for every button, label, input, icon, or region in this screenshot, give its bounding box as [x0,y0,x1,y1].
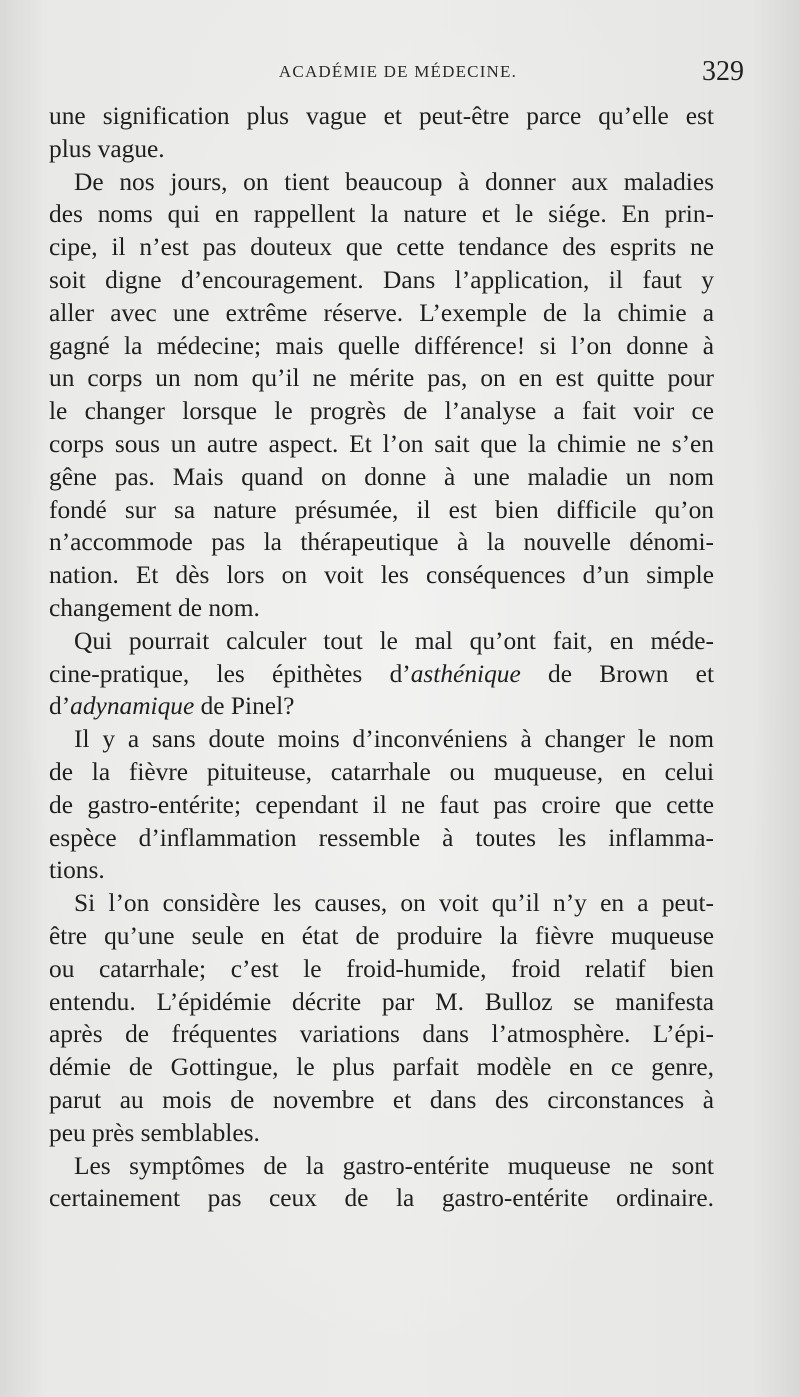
text-line: plus vague. [49,134,165,163]
text-line: Les symptômes de la gastro-entérite muqueuse ne sont [74,1151,714,1180]
text-line: une signification plus vague et peut-être parce qu’elle est [49,102,714,130]
text-line: Si l’on considère les causes, on voit qu’il n’y en a peut- [74,889,714,918]
italic-term: asthénique [410,659,521,688]
text-line: parut au mois de novembre et dans des circonstances à [49,1085,714,1114]
running-head: ACADÉMIE DE MÉDECINE. [278,62,518,81]
text-line: aller avec une extrême réserve. L’exemple de la chimie a [49,298,714,327]
text-segment: de Pinel? [194,692,295,721]
text-line: n’accommode pas la thérapeutique à la nouvelle dénomi- [49,528,714,557]
text-line: certainement pas ceux de la gastro-entérite ordinaire. [49,1184,714,1213]
text-line: entendu. L’épidémie décrite par M. Bulloz se manifesta [49,987,714,1016]
text-segment: de Brown et [520,659,714,688]
text-line: démie de Gottingue, le plus parfait modèle en ce genre, [49,1053,714,1082]
text-segment: cine-pratique, les épithètes d’ [49,659,411,688]
text-line [49,690,714,723]
text-segment: d’ [49,692,71,721]
text-line: être qu’une seule en état de produire la fièvre muqueuse [49,921,714,950]
text-line: nation. Et dès lors on voit les conséquences d’un simple [49,561,714,590]
text-line: ou catarrhale; c’est le froid-humide, froid relatif bien [49,954,714,983]
text-line: cipe, il n’est pas douteux que cette tendance des esprits ne [49,233,714,262]
text-line: De nos jours, on tient beaucoup à donner aux maladies [74,167,714,196]
text-line: un corps un nom qu’il ne mérite pas, on en est quitte pour [49,364,714,393]
text-line [49,658,714,691]
text-line: des noms qui en rappellent la nature et le siége. En prin- [49,200,714,229]
text-line: de la fièvre pituiteuse, catarrhale ou muqueuse, en celui [49,757,714,786]
text-line: fondé sur sa nature présumée, il est bien difficile qu’on [49,495,714,524]
text-line: gêne pas. Mais quand on donne à une maladie un nom [49,462,714,491]
text-line: Il y a sans doute moins d’inconvéniens à changer le nom [74,725,714,754]
text-line: changement de nom. [49,593,260,622]
text-line: peu près semblables. [49,1118,260,1147]
text-line: après de fréquentes variations dans l’atmosphère. L’épi- [49,1020,714,1049]
text-line: soit digne d’encouragement. Dans l’application, il faut y [49,265,714,294]
text-line: le changer lorsque le progrès de l’analyse a fait voir ce [49,397,714,426]
body-text [49,100,714,1215]
italic-term: adynamique [70,692,195,721]
text-line: Qui pourrait calculer tout le mal qu’ont fait, en méde- [74,626,714,655]
page-number: 329 [702,56,744,87]
text-line: de gastro-entérite; cependant il ne faut pas croire que cette [49,790,714,819]
text-line: corps sous un autre aspect. Et l’on sait que la chimie ne s’en [49,429,714,458]
text-line: tions. [49,856,105,885]
text-line: gagné la médecine; mais quelle différence! si l’on donne à [49,331,714,360]
text-line: espèce d’inflammation ressemble à toutes les inflamma- [49,823,714,852]
page-header [52,58,744,94]
